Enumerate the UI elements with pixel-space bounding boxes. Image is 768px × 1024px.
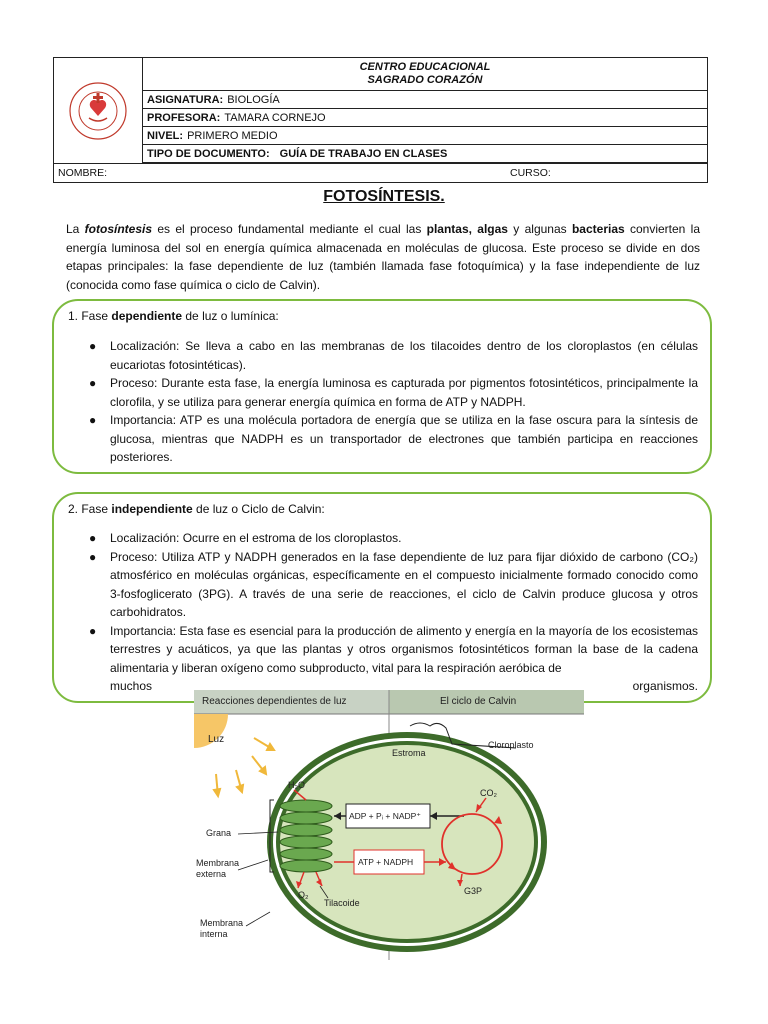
list-item-text: Proceso: Durante esta fase, la energía luminosa es capturada por pigmentos fotosintéticos, principalmente la clorofila, y se utiliza para generar energía química en forma de ATP y NADPH. [110,376,698,409]
list-item: ● Importancia: ATP es una molécula portadora de energía que se utiliza en la fase oscura para la síntesis de glucosa, mientras que NADPH es un transportador de electrones que también participa en reacciones posteriores. [89,413,698,464]
list-item-text: Localización: Ocurre en el estroma de los cloroplastos. [110,531,402,545]
intro-bold-plants: plantas, algas [426,222,508,236]
adp-label: ADP + Pᵢ + NADP⁺ [349,811,421,821]
atp-label: ATP + NADPH [358,857,414,867]
list-item-text: Proceso: Utiliza ATP y NADPH generados en la fase dependiente de luz para fijar dióxido de carbono (CO₂) atmosférico en moléculas orgánicas, específicamente en el compuesto inicialmente formado conocido como 3-fosfoglicerato (3PG). A través de una serie de reacciones, el ciclo de Calvin produce glucosa y otros carbohidratos. [110,549,698,619]
list-item: ● Proceso: Utiliza ATP y NADPH generados en la fase dependiente de luz para fijar dióxido de carbono (CO₂) atmosférico en moléculas orgánicas, específicamente en el compuesto inicialmente formado conocido como 3-fosfoglicerato (3PG). A través de una serie de reacciones, el ciclo de Calvin produce glucosa y otros carbohidratos. [89,549,698,619]
teacher-row [143,109,707,127]
school-name-line1: CENTRO EDUCACIONAL [359,61,491,73]
chloroplast-figure [194,690,584,960]
stroma-label: Estroma [392,748,426,758]
intro-term: fotosíntesis [84,222,153,236]
phase1-heading [68,309,279,323]
list-item-text: Importancia: Esta fase es esencial para la producción de alimento y energía en la mayoría de los ecosistemas terrestres y acuáticos, ya que las plantas y otros organismos fotosintéticos forman la base de la cadena alimentaria y liberan oxígeno como subproducto, vital para la respiración aeróbica de [110,623,698,675]
photosynthesis-diagram [194,690,584,960]
inner-membrane-label: Membrana interna [200,918,244,939]
subject-label: ASIGNATURA: [147,93,224,106]
document-header [53,57,708,183]
phase2-box [52,492,712,703]
diagram-header-right: El ciclo de Calvin [440,696,517,707]
thylakoid-label: Tilacoide [324,898,360,908]
intro-text: convierten la energía luminosa del sol en energía química almacenada en moléculas de glucosa. Este proceso se divide en dos etapas principales: la fase dependiente de luz (también llamada fase fotoquímica) y la fase independiente de luz (conocida como fase química o ciclo de Calvin). [66,222,700,292]
page-title: FOTOSÍNTESIS. [323,188,445,205]
phase1-box [52,299,712,474]
phase2-heading [68,502,325,516]
o2-label: O₂ [298,890,309,900]
list-item: ● Localización: Ocurre en el estroma de los cloroplastos. [89,531,402,545]
school-seal-icon [67,80,129,142]
phase1-list [88,337,698,467]
school-name-line2: SAGRADO CORAZÓN [367,74,483,86]
list-item-text: organismos. [632,679,698,693]
doctype-label: TIPO DE DOCUMENTO: [147,147,270,160]
grana-label: Grana [206,828,232,838]
teacher-label: PROFESORA: [147,111,221,124]
diagram-header-left: Reacciones dependientes de luz [202,696,347,707]
h2o-label: H₂O [288,780,305,790]
phase2-heading-text: de luz o Ciclo de Calvin: [192,502,325,516]
co2-label: CO₂ [480,788,497,798]
list-item-text: muchos [110,679,153,693]
intro-text: es el proceso fundamental mediante el cual las [152,222,427,236]
phase1-heading-text: 1. Fase [68,309,112,323]
chloroplast-label: Cloroplasto [488,740,534,750]
list-item: ● Proceso: Durante esta fase, la energía luminosa es capturada por pigmentos fotosintéticos, principalmente la clorofila, y se utiliza para generar energía química en forma de ATP y NADPH. [89,376,698,409]
list-item: ● Localización: Se lleva a cabo en las membranas de los tilacoides dentro de los cloroplastos (en células eucariotas fotosintéticas). [89,339,698,372]
school-logo [54,58,143,163]
intro-text: y algunas [507,222,572,236]
intro-bold-bacteria: bacterias [571,222,625,236]
doctype-row [143,145,707,163]
outer-membrane-label: Membrana externa [196,858,240,879]
phase1-heading-text: de luz o lumínica: [182,309,279,323]
sun-label: Luz [208,734,225,745]
name-field-label[interactable]: NOMBRE: [58,167,108,179]
level-value: PRIMERO MEDIO [187,129,278,142]
level-row [143,127,707,145]
school-name [143,58,707,91]
level-label: NIVEL: [147,129,184,142]
phase2-heading-bold: independiente [111,502,193,516]
teacher-value: TAMARA CORNEJO [224,111,326,124]
subject-row [143,91,707,109]
phase2-list [88,529,698,696]
doctype-value: GUÍA DE TRABAJO EN CLASES [279,147,448,160]
course-field-label[interactable]: CURSO: [510,167,551,179]
intro-paragraph [66,220,700,294]
list-item: ● Importancia: Esta fase es esencial para la producción de alimento y energía en la mayoría de los ecosistemas terrestres y acuáticos, ya que las plantas y otros organismos fotosintéticos forman la base de la cadena alimentaria y liberan oxígeno como subproducto, vital para la respiración aeróbica de muchos organismos. [88,622,698,696]
phase2-heading-text: 2. Fase [68,502,112,516]
subject-value: BIOLOGÍA [227,93,280,106]
g3p-label: G3P [464,886,483,896]
list-item-text: Importancia: ATP es una molécula portadora de energía que se utiliza en la fase oscura para la síntesis de glucosa, mientras que NADPH es un transportador de electrones que también participa en reacciones posteriores. [110,413,698,464]
list-item-text: Localización: Se lleva a cabo en las membranas de los tilacoides dentro de los cloroplastos (en células eucariotas fotosintéticas). [110,339,698,372]
phase1-heading-bold: dependiente [111,309,183,323]
student-row [54,163,707,183]
intro-text: La [66,222,85,236]
